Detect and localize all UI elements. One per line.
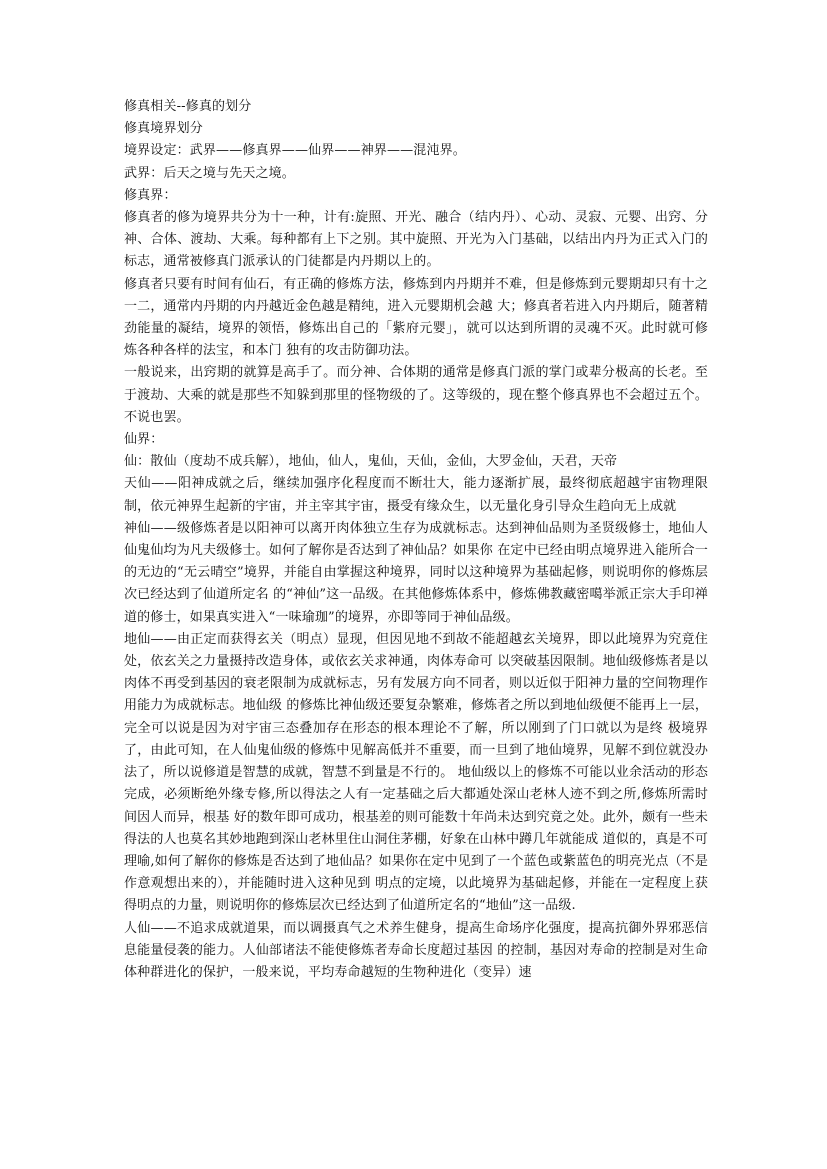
paragraph-martial-realm: 武界：后天之境与先天之境。: [124, 165, 295, 181]
paragraph-realm-setting: 境界设定：武界——修真界——仙界——神界——混沌界。: [124, 143, 466, 159]
paragraph-immortal-ranks: 仙：散仙（度劫不成兵解），地仙，仙人，鬼仙，天仙，金仙，大罗金仙，天君，天帝: [124, 454, 618, 470]
heading-cultivation-realm: 修真界：: [124, 187, 177, 203]
paragraph-divine-immortal: 神仙——级修炼者是以阳神可以离开肉体独立生存为成就标志。达到神仙品则为圣贤级修士，地仙人仙鬼仙均为凡夫级修士。如何了解你是否达到了神仙品？如果你 在定中已经由明点境界进入能所合一的无边的“无云晴空”境界，并能自由掌握这种境界，同时以这种境界为基础起修，则说明你的修炼层次已经达到了仙道所定名 的“神仙”这一品级。在其他修炼体系中，修炼佛教藏密噶举派正宗大手印禅道的修士，如果真实进入“一味瑜珈”的境界，亦即等同于神仙品级。: [124, 520, 708, 625]
paragraph-heavenly-immortal: 天仙——阳神成就之后，继续加强序化程度而不断壮大，能力逐渐扩展，最终彻底超越宇宙物理限制，依元神界生起新的宇宙，并主宰其宇宙，摄受有缘众生，以无量化身引导众生趋向无上成就: [124, 476, 708, 514]
document-body: [124, 96, 708, 984]
paragraph-masters: 一般说来，出窍期的就算是高手了。而分神、合体期的通常是修真门派的掌门或辈分极高的长老。至于渡劫、大乘的就是那些不知躲到那里的怪物级的了。这等级的，现在整个修真界也不会超过五个。不说也罢。: [124, 365, 708, 425]
paragraph-cultivation-levels: 修真者的修为境界共分为十一种，计有:旋照、开光、融合（结内丹）、心动、灵寂、元婴、出窍、分神、合体、渡劫、大乘。每种都有上下之别。其中旋照、开光为入门基础，以结出内丹为正式入门的标志，通常被修真门派承认的门徒都是内丹期以上的。: [124, 210, 708, 270]
paragraph-earth-immortal: 地仙——由正定而获得玄关（明点）显现，但因见地不到故不能超越玄关境界，即以此境界为究竟住处，依玄关之力量摄持改造身体，或依玄关求神通，肉体寿命可 以突破基因限制。地仙级修炼者是以肉体不再受到基因的衰老限制为成就标志，另有发展方向不同者，则以近似于阳神力量的空间物理作用能力为成就标志。地仙级 的修炼比神仙级还要复杂繁难，修炼者之所以到地仙级便不能再上一层，完全可以说是因为对宇宙三态叠加存在形态的根本理论不了解，所以刚到了门口就以为是终 极境界了，由此可知，在人仙鬼仙级的修炼中见解高低并不重要，而一旦到了地仙境界，见解不到位就没办法了，所以说修道是智慧的成就，智慧不到量是不行的。 地仙级以上的修炼不可能以业余活动的形态完成，必须断绝外缘专修,所以得法之人有一定基础之后大都遁处深山老林人迹不到之所,修炼所需时间因人而异，根基 好的数年即可成功，根基差的则可能数十年尚未达到究竟之处。此外，颇有一些未得法的人也莫名其妙地跑到深山老林里住山洞住茅棚，好象在山林中蹲几年就能成 道似的，真是不可理喻,如何了解你的修炼是否达到了地仙品？如果你在定中见到了一个蓝色或紫蓝色的明亮光点（不是作意观想出来的），并能随时进入这种见到 明点的定境，以此境界为基础起修，并能在一定程度上获得明点的力量，则说明你的修炼层次已经达到了仙道所定名的“地仙”这一品级.: [124, 631, 708, 914]
document-subtitle: 修真境界划分: [124, 121, 203, 137]
document-title: 修真相关--修真的划分: [124, 99, 252, 114]
paragraph-human-immortal: 人仙——不追求成就道果，而以调摄真气之术养生健身，提高生命场序化强度，提高抗御外界邪恶信息能量侵袭的能力。人仙部诸法不能使修炼者寿命长度超过基因 的控制，基因对寿命的控制是对生命体种群进化的保护，一般来说，平均寿命越短的生物种进化（变异）速: [124, 920, 708, 980]
heading-immortal-realm: 仙界：: [124, 432, 164, 448]
paragraph-inner-core: 修真者只要有时间有仙石，有正确的修炼方法，修炼到内丹期并不难，但是修炼到元婴期却只有十之一二，通常内丹期的内丹越近金色越是精纯，进入元婴期机会越 大；修真者若进入内丹期后，随著精劲能量的凝结，境界的领悟，修炼出自己的「紫府元婴」，就可以达到所谓的灵魂不灭。此时就可修炼各种各样的法宝，和本门 独有的攻击防御功法。: [124, 276, 708, 359]
